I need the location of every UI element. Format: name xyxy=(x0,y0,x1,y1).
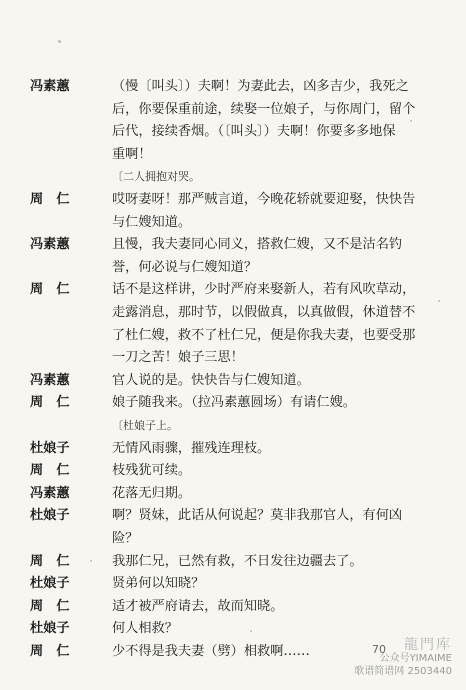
speaker-name: 周 仁 xyxy=(30,598,70,614)
page-number: 70 xyxy=(372,643,386,656)
speaker-name: 周 仁 xyxy=(30,192,70,207)
watermark-site: 公众号YIMAIME xyxy=(379,653,452,664)
scan-speck xyxy=(90,560,92,562)
watermark xyxy=(354,639,452,678)
dialogue-text: 花落无归期。 xyxy=(112,485,192,501)
dialogue-text: 啊？贤妹，此话从何说起？莫非我那官人，有何凶 xyxy=(112,508,403,524)
dialogue-text: 且慢，我夫妻同心同义，搭救仁嫂，又不是沽名钓 xyxy=(112,237,403,253)
stage-direction: 〔二人拥抱对哭。 xyxy=(112,170,200,184)
dialogue-text: 枝残犹可续。 xyxy=(112,463,192,479)
dialogue-text: 娘子随我来。（拉冯素蕙圆场）有请仁嫂。 xyxy=(112,395,356,411)
stage-direction: 〔杜娘子上。 xyxy=(112,419,178,432)
dialogue-text: （慢〔叫头〕）夫啊！为妻此去，凶多吉少，我死之 xyxy=(112,79,409,94)
dialogue-text: 少不得是我夫妻（劈）相救啊…… xyxy=(112,644,310,659)
dialogue-text: 官人说的是。快快告与仁嫂知道。 xyxy=(112,372,310,388)
speaker-name: 冯素蕙 xyxy=(30,485,70,501)
dialogue-text: 哎呀妻呀！那严贼言道，今晚花轿就要迎娶，快快告 xyxy=(112,192,416,207)
speaker-name: 周 仁 xyxy=(30,282,70,298)
scan-speck xyxy=(410,120,412,122)
speaker-name: 周 仁 xyxy=(30,463,70,479)
speaker-name: 冯素蕙 xyxy=(30,79,70,94)
speaker-name: 冯素蕙 xyxy=(30,372,70,388)
dialogue-text: 话不是这样讲，少时严府来娶新人，若有风吹草动， xyxy=(112,282,416,298)
dialogue-text: 适才被严府请去，故而知晓。 xyxy=(112,598,284,614)
dialogue-continuation: 后代，接续香烟。（〔叫头〕）夫啊！你要多多地保 xyxy=(112,124,396,140)
speaker-name: 杜娘子 xyxy=(30,508,70,524)
dialogue-continuation: 了杜仁嫂，救不了杜仁兄，便是你我夫妻，也要受那 xyxy=(112,327,416,343)
dialogue-text: 贤弟何以知晓？ xyxy=(112,576,205,592)
dialogue-text: 我那仁兄，已然有救，不日发往边疆去了。 xyxy=(112,553,363,569)
dialogue-continuation: 与仁嫂知道。 xyxy=(112,214,192,230)
speaker-name: 杜娘子 xyxy=(30,576,70,592)
speaker-name: 周 仁 xyxy=(30,644,70,659)
dialogue-continuation: 后，你要保重前途，续娶一位娘子，与你周门，留个 xyxy=(112,101,416,117)
watermark-logo: 龍門库 xyxy=(404,637,452,653)
scan-speck xyxy=(250,630,252,632)
dialogue-continuation: 重啊！ xyxy=(112,146,152,162)
scan-speck xyxy=(58,40,61,43)
dialogue-text: 无情风雨骤，摧残连理枝。 xyxy=(112,440,271,456)
speaker-name: 周 仁 xyxy=(30,395,70,411)
dialogue-continuation: 险？ xyxy=(112,531,139,546)
dialogue-continuation: 誉，何必说与仁嫂知道？ xyxy=(112,259,258,275)
speaker-name: 冯素蕙 xyxy=(30,237,70,253)
speaker-name: 杜娘子 xyxy=(30,621,70,637)
speaker-name: 杜娘子 xyxy=(30,440,70,456)
dialogue-continuation: 一刀之苦！娘子三思！ xyxy=(112,350,244,366)
dialogue-continuation: 走露消息，那时节，以假做真，以真做假，休道替不 xyxy=(112,305,416,320)
scan-speck xyxy=(438,300,440,302)
dialogue-text: 何人相救？ xyxy=(112,621,178,637)
watermark-source: 歌谱简谱网 2503440 xyxy=(354,666,452,677)
speaker-name: 周 仁 xyxy=(30,553,70,569)
